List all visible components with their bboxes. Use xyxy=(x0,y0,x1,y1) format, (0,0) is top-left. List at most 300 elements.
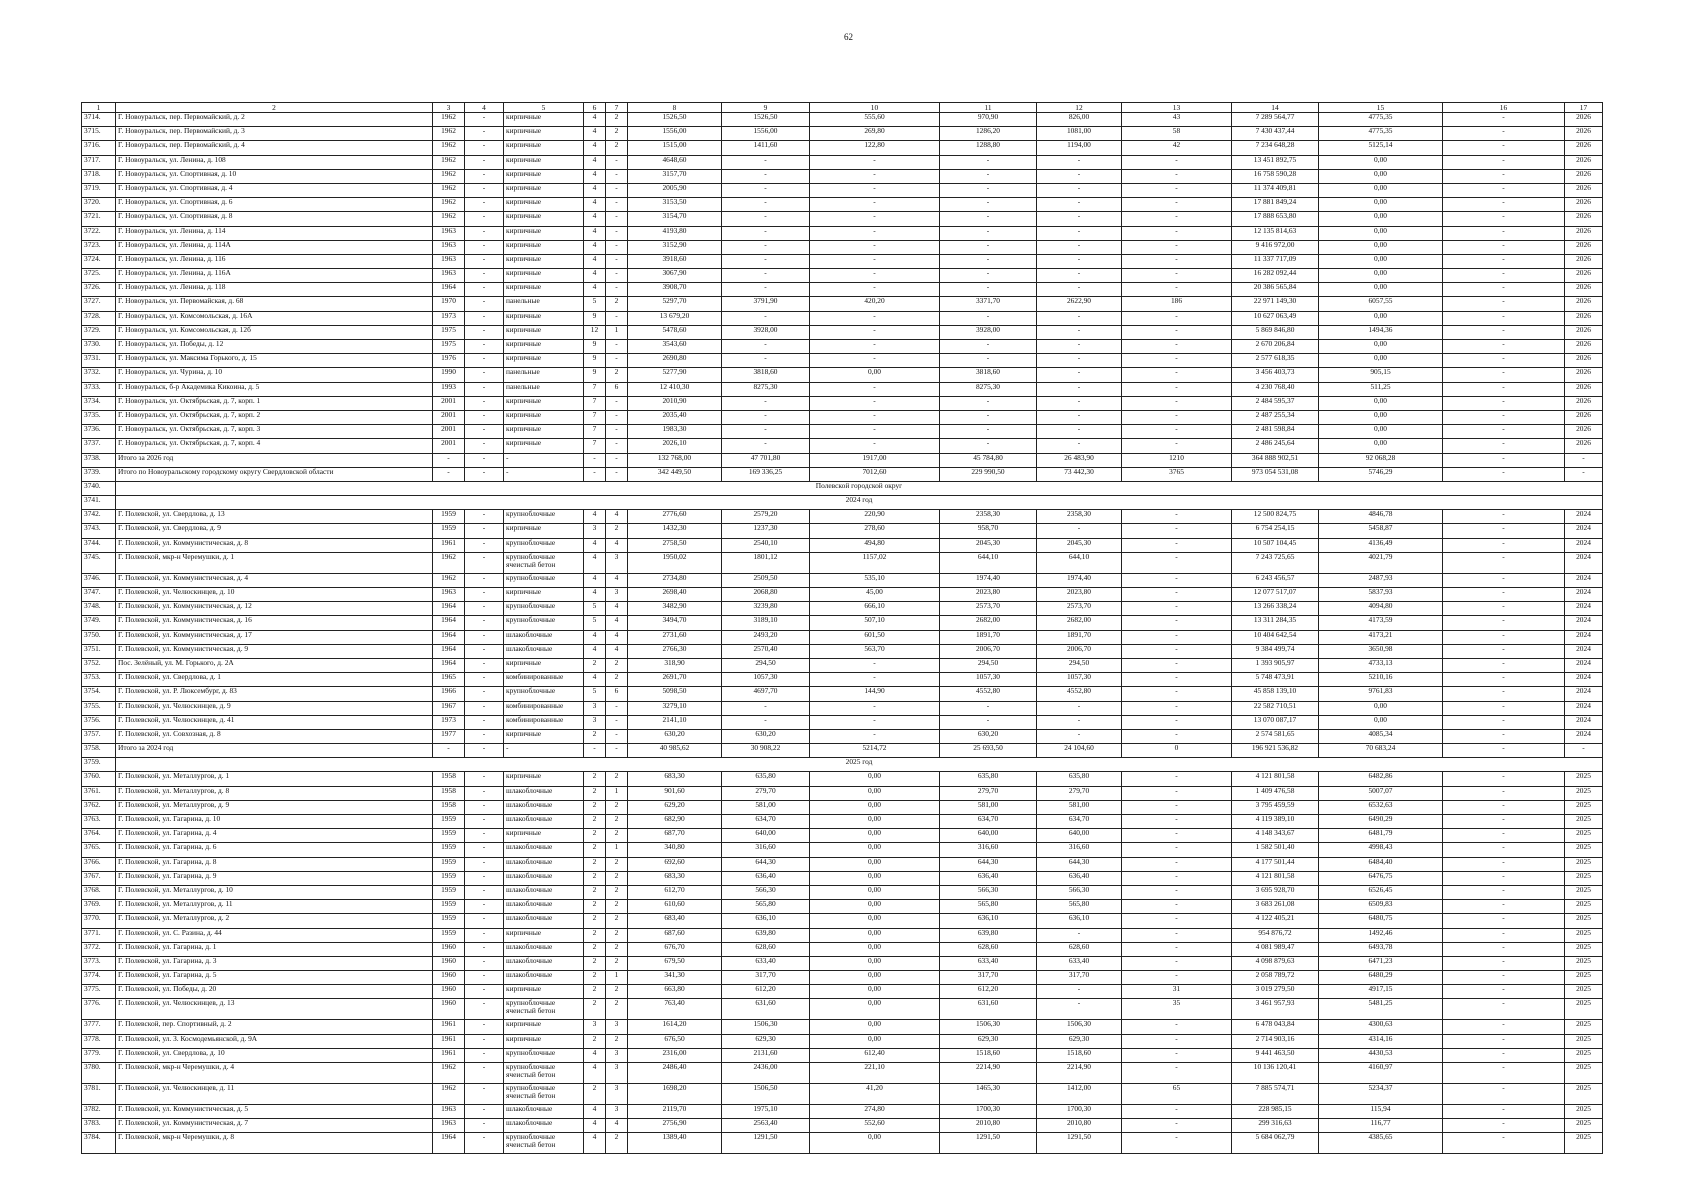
table-cell: 4 xyxy=(584,283,606,297)
table-cell: 630,20 xyxy=(940,729,1037,743)
table-cell: - xyxy=(1122,183,1232,197)
table-cell: 2026 xyxy=(1565,311,1603,325)
table-cell: 1959 xyxy=(433,857,465,871)
housing-register-table xyxy=(81,102,1603,1154)
table-cell: 4775,35 xyxy=(1319,127,1443,141)
table-cell: Г. Новоуральск, ул. Октябрьская, д. 7, корп. 3 xyxy=(116,425,433,439)
table-cell: 3 xyxy=(584,1020,606,1034)
table-cell: кирпичные xyxy=(504,254,584,268)
table-cell: - xyxy=(1443,772,1565,786)
table-cell: крупноблочные ячеистый бетон xyxy=(504,1084,584,1105)
column-number-cell: 5 xyxy=(504,103,584,113)
table-cell: 45 858 139,10 xyxy=(1232,687,1319,701)
table-cell: - xyxy=(1122,800,1232,814)
table-cell: 4552,80 xyxy=(1037,687,1122,701)
table-row xyxy=(82,829,1603,843)
table-cell: 294,50 xyxy=(722,658,810,672)
table-cell: 2024 xyxy=(1565,538,1603,552)
table-cell: 2493,20 xyxy=(722,630,810,644)
table-cell: 2 xyxy=(584,999,606,1020)
table-cell: 2 577 618,35 xyxy=(1232,354,1319,368)
table-cell: шлакоблочные xyxy=(504,857,584,871)
table-row xyxy=(82,630,1603,644)
table-cell: 2024 xyxy=(1565,673,1603,687)
table-cell: - xyxy=(1122,1063,1232,1084)
table-cell: 4 xyxy=(584,269,606,283)
table-cell: 0,00 xyxy=(1319,169,1443,183)
table-cell: 1700,30 xyxy=(1037,1105,1122,1119)
table-cell: 279,70 xyxy=(722,786,810,800)
table-cell: Г. Полевской, ул. Гагарина, д. 4 xyxy=(116,829,433,843)
table-cell: 636,10 xyxy=(722,914,810,928)
table-cell: - xyxy=(1122,573,1232,587)
table-cell: кирпичные xyxy=(504,155,584,169)
table-cell: 41,20 xyxy=(810,1084,940,1105)
table-cell: 1963 xyxy=(433,588,465,602)
table-cell: - xyxy=(1037,524,1122,538)
table-row xyxy=(82,673,1603,687)
table-cell: - xyxy=(1443,829,1565,843)
table-cell: 1917,00 xyxy=(810,453,940,467)
table-cell: - xyxy=(1122,971,1232,985)
table-cell: 2010,90 xyxy=(628,396,722,410)
table-cell: 676,70 xyxy=(628,942,722,956)
table-cell: - xyxy=(1443,800,1565,814)
table-cell: 6480,75 xyxy=(1319,914,1443,928)
table-cell: панельные xyxy=(504,297,584,311)
table-cell: - xyxy=(465,673,504,687)
table-cell: 2025 xyxy=(1565,1105,1603,1119)
table-cell: 636,40 xyxy=(1037,871,1122,885)
table-cell: 2024 xyxy=(1565,552,1603,573)
table-cell: 2690,80 xyxy=(628,354,722,368)
table-cell: - xyxy=(465,843,504,857)
table-row xyxy=(82,453,1603,467)
table-cell: - xyxy=(465,368,504,382)
table-cell: 2025 xyxy=(1565,1063,1603,1084)
table-cell: - xyxy=(1443,956,1565,970)
table-cell: 3757. xyxy=(82,729,116,743)
table-cell: 3791,90 xyxy=(722,297,810,311)
table-cell: 0,00 xyxy=(1319,212,1443,226)
table-cell: 2025 xyxy=(1565,1020,1603,1034)
table-cell: - xyxy=(584,453,606,467)
table-cell: - xyxy=(1443,673,1565,687)
table-row xyxy=(82,396,1603,410)
table-cell: 0,00 xyxy=(810,885,940,899)
table-cell: кирпичные xyxy=(504,772,584,786)
table-cell: шлакоблочные xyxy=(504,1105,584,1119)
table-cell: Г. Полевской, ул. Металлургов, д. 8 xyxy=(116,786,433,800)
table-cell: - xyxy=(504,453,584,467)
table-cell: - xyxy=(1443,815,1565,829)
table-cell: 4552,80 xyxy=(940,687,1037,701)
page-number: 62 xyxy=(844,32,853,42)
table-cell: 1237,30 xyxy=(722,524,810,538)
table-cell: - xyxy=(722,311,810,325)
table-cell: 3 xyxy=(606,1105,628,1119)
table-cell: Г. Новоуральск, ул. Чурина, д. 10 xyxy=(116,368,433,382)
table-cell: 6 xyxy=(606,687,628,701)
table-cell: 2025 xyxy=(1565,928,1603,942)
table-cell: - xyxy=(465,382,504,396)
table-cell: - xyxy=(1122,1105,1232,1119)
table-cell: - xyxy=(606,254,628,268)
table-cell: - xyxy=(1122,772,1232,786)
table-cell: 229 990,50 xyxy=(940,467,1037,481)
table-cell: 3758. xyxy=(82,744,116,758)
table-cell: 4 121 801,58 xyxy=(1232,772,1319,786)
table-cell: Г. Полевской, ул. Коммунистическая, д. 16 xyxy=(116,616,433,630)
table-cell: 0,00 xyxy=(810,772,940,786)
column-number-cell: 11 xyxy=(940,103,1037,113)
table-cell: 2025 xyxy=(1565,1048,1603,1062)
table-cell: 973 054 531,08 xyxy=(1232,467,1319,481)
table-cell: 1959 xyxy=(433,843,465,857)
table-cell: 1962 xyxy=(433,573,465,587)
table-cell: 1959 xyxy=(433,815,465,829)
table-cell: - xyxy=(1122,354,1232,368)
table-cell: - xyxy=(465,900,504,914)
table-cell: 2570,40 xyxy=(722,644,810,658)
table-cell: 5481,25 xyxy=(1319,999,1443,1020)
table-cell: 221,10 xyxy=(810,1063,940,1084)
table-cell: - xyxy=(1443,658,1565,672)
table-cell: - xyxy=(465,928,504,942)
table-cell: 1291,50 xyxy=(940,1133,1037,1154)
table-cell: 3725. xyxy=(82,269,116,283)
table-cell: 2 xyxy=(606,885,628,899)
table-cell: 7 xyxy=(584,382,606,396)
table-cell: Г. Полевской, ул. Металлургов, д. 10 xyxy=(116,885,433,899)
table-cell: - xyxy=(810,254,940,268)
table-cell: 1962 xyxy=(433,183,465,197)
table-cell: 2025 xyxy=(1565,885,1603,899)
table-row xyxy=(82,269,1603,283)
table-cell: 494,80 xyxy=(810,538,940,552)
table-cell: 2 xyxy=(584,942,606,956)
table-cell: 4314,16 xyxy=(1319,1034,1443,1048)
column-number-cell: 3 xyxy=(433,103,465,113)
table-cell: 1556,00 xyxy=(628,127,722,141)
table-cell: - xyxy=(1122,729,1232,743)
table-cell: - xyxy=(1443,857,1565,871)
table-cell: 5007,07 xyxy=(1319,786,1443,800)
table-cell: - xyxy=(1443,254,1565,268)
table-cell: 1518,60 xyxy=(1037,1048,1122,1062)
table-cell: - xyxy=(722,410,810,424)
table-cell: - xyxy=(465,1034,504,1048)
table-cell: 1962 xyxy=(433,212,465,226)
table-cell: кирпичные xyxy=(504,1020,584,1034)
table-cell: 3778. xyxy=(82,1034,116,1048)
table-cell: - xyxy=(1122,410,1232,424)
table-row xyxy=(82,538,1603,552)
table-cell: шлакоблочные xyxy=(504,786,584,800)
table-cell: - xyxy=(465,467,504,481)
table-cell: 9 xyxy=(584,311,606,325)
table-row xyxy=(82,744,1603,758)
table-cell: 1081,00 xyxy=(1037,127,1122,141)
table-cell: 5 xyxy=(584,687,606,701)
table-cell: - xyxy=(1443,843,1565,857)
table-cell: - xyxy=(1122,311,1232,325)
table-cell: 25 693,50 xyxy=(940,744,1037,758)
table-cell: 1960 xyxy=(433,999,465,1020)
table-cell: 563,70 xyxy=(810,644,940,658)
table-cell: Г. Полевской, пер. Спортивный, д. 2 xyxy=(116,1020,433,1034)
table-cell: кирпичные xyxy=(504,127,584,141)
table-cell: - xyxy=(1443,552,1565,573)
table-cell: 2131,60 xyxy=(722,1048,810,1062)
table-cell: 4 122 405,21 xyxy=(1232,914,1319,928)
table-cell: - xyxy=(606,467,628,481)
table-cell: 1973 xyxy=(433,715,465,729)
table-cell: - xyxy=(1122,588,1232,602)
table-cell: 0 xyxy=(1122,744,1232,758)
table-cell: 1518,60 xyxy=(940,1048,1037,1062)
table-cell: - xyxy=(465,630,504,644)
table-cell: шлакоблочные xyxy=(504,942,584,956)
table-cell: 1962 xyxy=(433,141,465,155)
table-cell: - xyxy=(722,340,810,354)
table-cell: 4 xyxy=(584,113,606,127)
table-cell: 0,00 xyxy=(810,956,940,970)
table-cell: 2025 xyxy=(1565,914,1603,928)
table-cell: 2358,30 xyxy=(940,510,1037,524)
table-cell: 636,40 xyxy=(940,871,1037,885)
table-cell: 294,50 xyxy=(940,658,1037,672)
table-cell: 2025 xyxy=(1565,999,1603,1020)
table-cell: 92 068,28 xyxy=(1319,453,1443,467)
table-cell: 2 714 903,16 xyxy=(1232,1034,1319,1048)
table-cell: шлакоблочные xyxy=(504,630,584,644)
table-cell: 2026 xyxy=(1565,283,1603,297)
table-row xyxy=(82,439,1603,453)
table-cell: 2025 xyxy=(1565,1084,1603,1105)
table-cell: 631,60 xyxy=(722,999,810,1020)
table-cell: 186 xyxy=(1122,297,1232,311)
table-cell: 9 xyxy=(584,368,606,382)
table-cell: кирпичные xyxy=(504,269,584,283)
table-cell: - xyxy=(1443,1084,1565,1105)
column-number-cell: 13 xyxy=(1122,103,1232,113)
table-cell: 2 xyxy=(606,127,628,141)
table-cell: 1965 xyxy=(433,673,465,687)
table-cell: - xyxy=(810,439,940,453)
table-cell: 4173,21 xyxy=(1319,630,1443,644)
table-cell: 676,50 xyxy=(628,1034,722,1048)
table-cell: - xyxy=(465,311,504,325)
table-cell: - xyxy=(1122,658,1232,672)
row-number-cell: 3741. xyxy=(82,496,116,510)
table-cell: 1962 xyxy=(433,113,465,127)
table-cell: 2 481 598,84 xyxy=(1232,425,1319,439)
table-cell: - xyxy=(465,354,504,368)
table-row xyxy=(82,871,1603,885)
table-cell: 2 xyxy=(584,1084,606,1105)
column-number-cell: 10 xyxy=(810,103,940,113)
table-cell: 2 486 245,64 xyxy=(1232,439,1319,453)
table-cell: 3754. xyxy=(82,687,116,701)
table-cell: - xyxy=(606,183,628,197)
table-cell: - xyxy=(1122,715,1232,729)
table-cell: 2766,30 xyxy=(628,644,722,658)
table-cell: 1700,30 xyxy=(940,1105,1037,1119)
table-cell: - xyxy=(1443,1119,1565,1133)
table-cell: 2 xyxy=(606,900,628,914)
table-cell: 2540,10 xyxy=(722,538,810,552)
table-cell: 2 xyxy=(606,1133,628,1154)
table-cell: - xyxy=(1037,382,1122,396)
table-cell: 581,00 xyxy=(722,800,810,814)
table-cell: 3760. xyxy=(82,772,116,786)
table-cell: 683,30 xyxy=(628,772,722,786)
table-cell: 2025 xyxy=(1565,843,1603,857)
table-cell: Г. Полевской, ул. Челюскинцев, д. 11 xyxy=(116,1084,433,1105)
table-cell: - xyxy=(433,744,465,758)
table-cell: - xyxy=(1443,297,1565,311)
table-cell: 3 xyxy=(584,715,606,729)
table-cell: 2026 xyxy=(1565,183,1603,197)
table-cell: 2579,20 xyxy=(722,510,810,524)
table-cell: 0,00 xyxy=(810,928,940,942)
table-cell: 1963 xyxy=(433,240,465,254)
table-row xyxy=(82,956,1603,970)
table-cell: 0,00 xyxy=(810,786,940,800)
table-cell: крупноблочные xyxy=(504,616,584,630)
table-cell: 4998,43 xyxy=(1319,843,1443,857)
table-cell: Г. Полевской, ул. С. Разина, д. 44 xyxy=(116,928,433,942)
table-cell: - xyxy=(940,425,1037,439)
table-cell: крупноблочные xyxy=(504,602,584,616)
table-cell: - xyxy=(940,354,1037,368)
table-cell: - xyxy=(1443,644,1565,658)
table-cell: 16 758 590,28 xyxy=(1232,169,1319,183)
table-cell: 0,00 xyxy=(1319,269,1443,283)
table-cell: 116,77 xyxy=(1319,1119,1443,1133)
table-cell: 9761,83 xyxy=(1319,687,1443,701)
table-cell: - xyxy=(940,183,1037,197)
table-row xyxy=(82,113,1603,127)
table-cell: - xyxy=(606,729,628,743)
table-cell: - xyxy=(465,885,504,899)
table-cell: 17 888 653,80 xyxy=(1232,212,1319,226)
table-cell: 687,60 xyxy=(628,928,722,942)
table-cell: 3718. xyxy=(82,169,116,183)
table-cell: 565,80 xyxy=(1037,900,1122,914)
table-cell: - xyxy=(465,729,504,743)
table-cell: Г. Полевской, ул. Свердлова, д. 1 xyxy=(116,673,433,687)
table-cell: - xyxy=(810,701,940,715)
table-cell: 3764. xyxy=(82,829,116,843)
table-cell: 9 441 463,50 xyxy=(1232,1048,1319,1062)
table-row xyxy=(82,410,1603,424)
table-cell: 1494,36 xyxy=(1319,325,1443,339)
table-cell: крупноблочные xyxy=(504,687,584,701)
table-cell: 2436,00 xyxy=(722,1063,810,1084)
table-cell: - xyxy=(940,240,1037,254)
table-cell: 13 266 338,24 xyxy=(1232,602,1319,616)
table-cell: - xyxy=(1443,396,1565,410)
table-cell: - xyxy=(810,212,940,226)
table-cell: 1515,00 xyxy=(628,141,722,155)
table-cell: 2 xyxy=(606,772,628,786)
table-cell: 5837,93 xyxy=(1319,588,1443,602)
table-cell: 1291,50 xyxy=(722,1133,810,1154)
table-cell: - xyxy=(1443,510,1565,524)
table-cell: 1959 xyxy=(433,914,465,928)
table-cell: 1492,46 xyxy=(1319,928,1443,942)
table-cell: - xyxy=(940,701,1037,715)
table-cell: 3 xyxy=(606,1020,628,1034)
table-row xyxy=(82,198,1603,212)
table-cell: - xyxy=(1443,113,1565,127)
table-cell: 0,00 xyxy=(810,368,940,382)
table-cell: Г. Полевской, ул. Р. Люксембург, д. 83 xyxy=(116,687,433,701)
table-row xyxy=(82,311,1603,325)
table-cell: 1964 xyxy=(433,1133,465,1154)
table-row xyxy=(82,644,1603,658)
table-cell: 1962 xyxy=(433,1084,465,1105)
table-cell: крупноблочные xyxy=(504,573,584,587)
table-cell: 633,40 xyxy=(940,956,1037,970)
table-cell: Г. Полевской, ул. Гагарина, д. 3 xyxy=(116,956,433,970)
table-cell: 644,30 xyxy=(1037,857,1122,871)
table-cell: - xyxy=(1122,1020,1232,1034)
table-cell: Г. Новоуральск, ул. Максима Горького, д. 15 xyxy=(116,354,433,368)
table-row xyxy=(82,155,1603,169)
table-cell: 3743. xyxy=(82,524,116,538)
table-cell: 2 xyxy=(606,673,628,687)
table-cell: шлакоблочные xyxy=(504,843,584,857)
table-cell: 1291,50 xyxy=(1037,1133,1122,1154)
table-cell: 2 xyxy=(584,658,606,672)
table-cell: 5 xyxy=(584,616,606,630)
table-cell: 3 xyxy=(606,552,628,573)
table-cell: - xyxy=(606,226,628,240)
table-cell: 4 xyxy=(584,510,606,524)
table-cell: 3746. xyxy=(82,573,116,587)
table-cell: - xyxy=(722,715,810,729)
table-cell: 10 404 642,54 xyxy=(1232,630,1319,644)
table-cell: - xyxy=(1037,999,1122,1020)
table-cell: - xyxy=(810,715,940,729)
table-row xyxy=(82,354,1603,368)
table-cell: - xyxy=(1443,453,1565,467)
table-cell: - xyxy=(465,410,504,424)
table-cell: 2026 xyxy=(1565,254,1603,268)
table-row xyxy=(82,843,1603,857)
table-cell: 7012,60 xyxy=(810,467,940,481)
table-cell: - xyxy=(606,340,628,354)
table-cell: 2025 xyxy=(1565,815,1603,829)
table-cell: кирпичные xyxy=(504,325,584,339)
table-cell: - xyxy=(465,538,504,552)
table-cell: - xyxy=(1443,410,1565,424)
table-cell: 640,00 xyxy=(1037,829,1122,843)
table-cell: 2 xyxy=(584,1034,606,1048)
table-cell: 3755. xyxy=(82,701,116,715)
table-cell: 2035,40 xyxy=(628,410,722,424)
table-cell: 4 xyxy=(584,198,606,212)
table-cell: кирпичные xyxy=(504,439,584,453)
table-cell: - xyxy=(1443,524,1565,538)
table-cell: 2026 xyxy=(1565,127,1603,141)
table-cell: - xyxy=(810,240,940,254)
table-cell: 2025 xyxy=(1565,1119,1603,1133)
table-cell: 3777. xyxy=(82,1020,116,1034)
